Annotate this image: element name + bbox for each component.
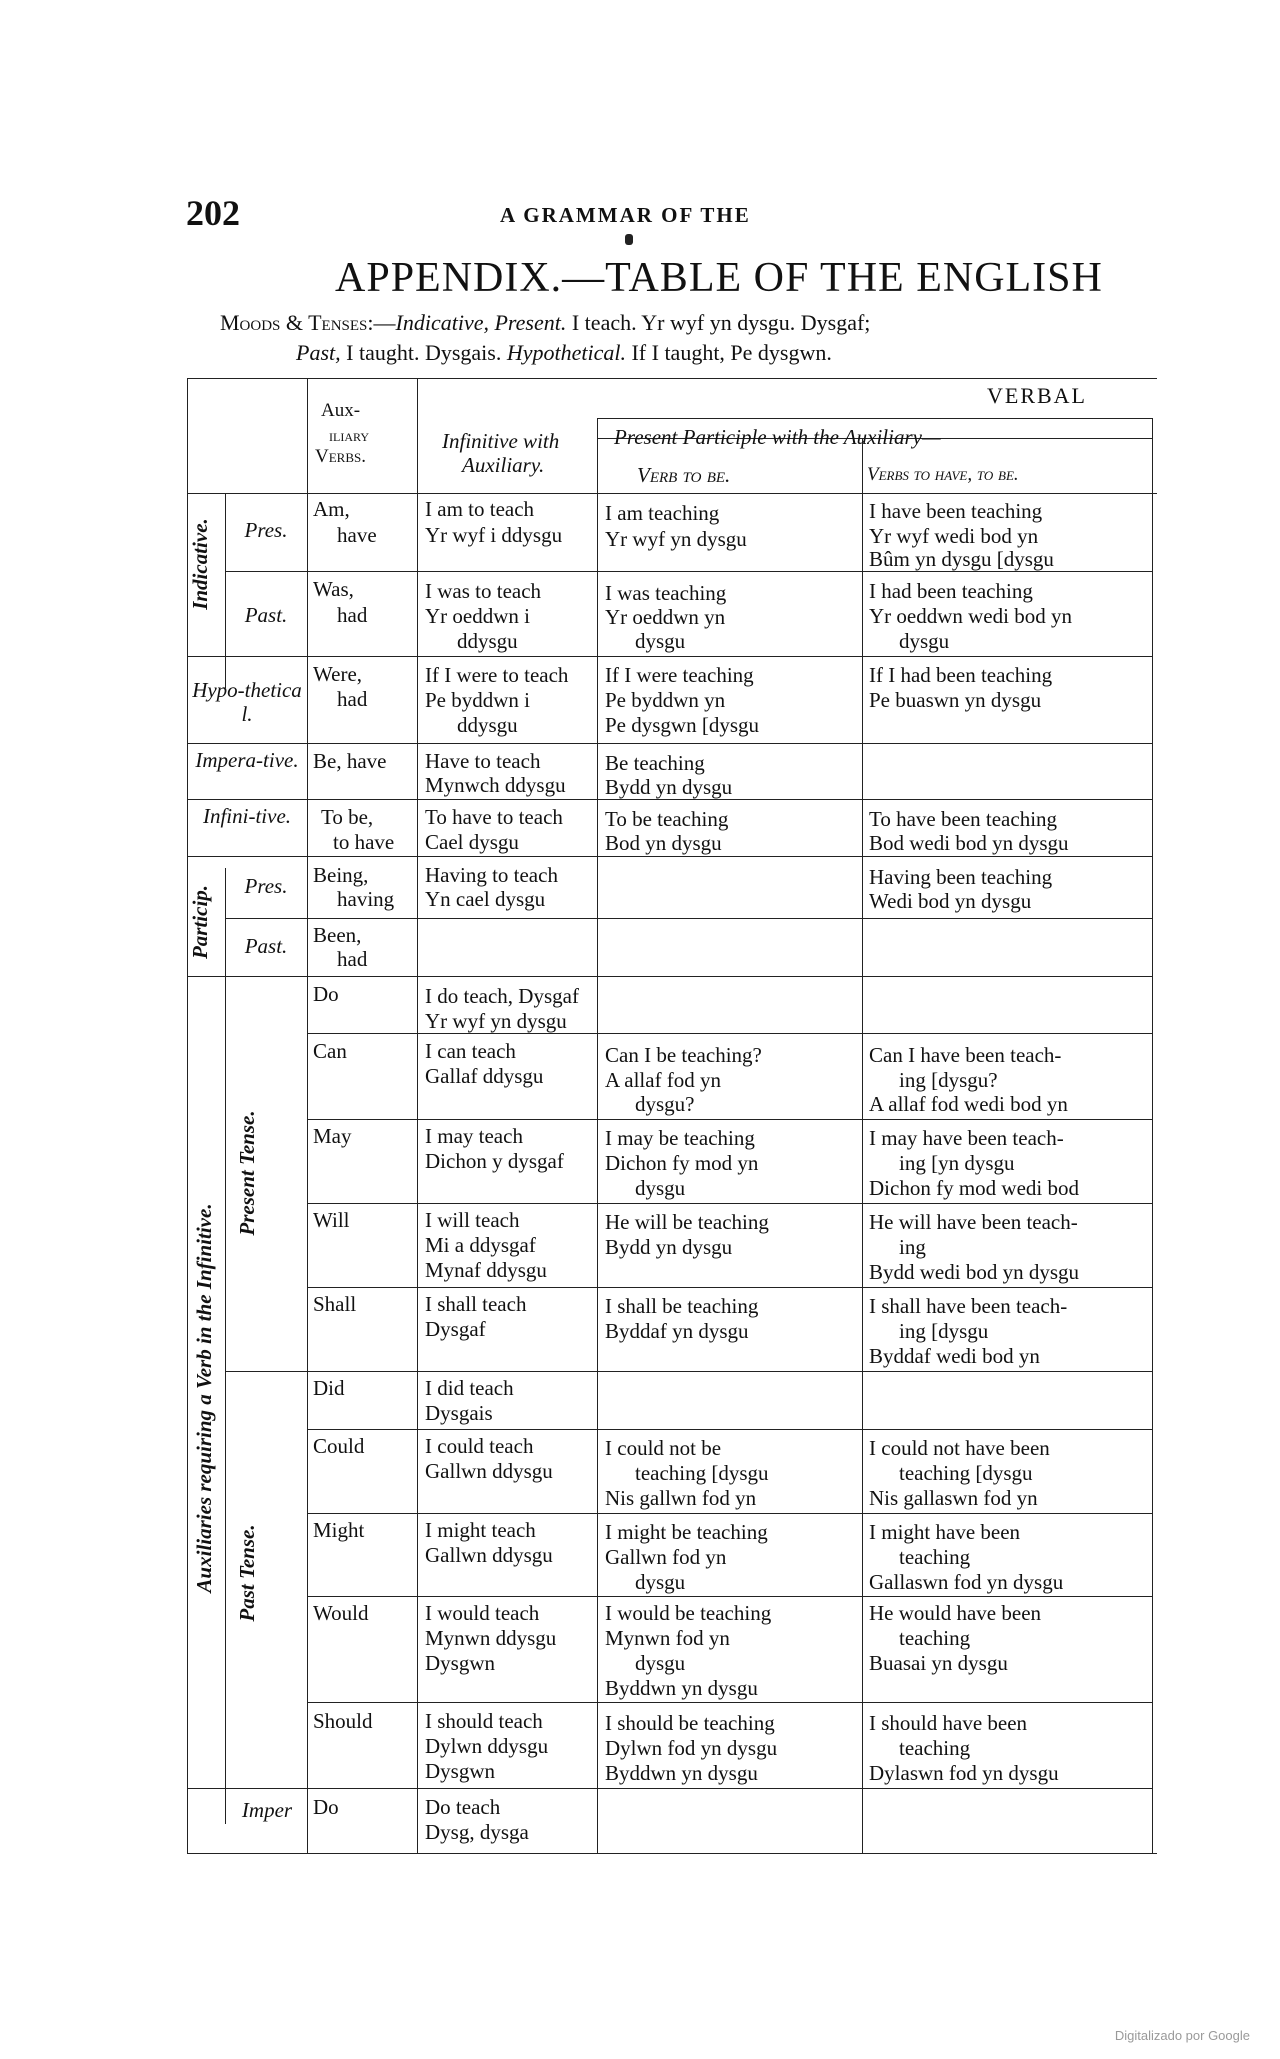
aux-cell: had — [337, 603, 368, 627]
col-sep-participle — [225, 868, 226, 978]
rule-row — [187, 856, 1152, 857]
infinitive-cell: Do teach — [425, 1795, 501, 1819]
to-have-cell: I might have been — [869, 1520, 1021, 1544]
rule-row — [225, 918, 1152, 919]
aux-cell: Could — [313, 1434, 365, 1458]
to-be-cell: Gallwn fod yn — [605, 1545, 727, 1569]
rule-row — [307, 1429, 1152, 1430]
to-have-cell: He will have been teach- — [869, 1210, 1078, 1234]
to-be-cell: Bydd yn dysgu — [605, 1235, 733, 1259]
to-have-cell: teaching [dysgu — [899, 1461, 1033, 1485]
verb-table — [187, 378, 1157, 1858]
to-have-cell: He would have been — [869, 1601, 1042, 1625]
row-label-participle-past: Past. — [244, 934, 288, 958]
to-have-cell: teaching — [899, 1626, 971, 1650]
to-be-cell: Yr oeddwn yn — [605, 605, 726, 629]
to-be-cell: dysgu — [635, 1176, 686, 1200]
to-have-cell: I could not have been — [869, 1436, 1050, 1460]
header-infinitive-1: Infinitive with — [442, 429, 560, 453]
label-indicative: Indicative. — [188, 518, 212, 610]
to-be-cell: Byddaf yn dysgu — [605, 1319, 749, 1343]
page-number: 202 — [186, 193, 240, 233]
to-have-cell: To have been teaching — [869, 807, 1058, 831]
to-have-cell: Yr oeddwn wedi bod yn — [869, 604, 1072, 628]
infinitive-cell: Gallaf ddysgu — [425, 1064, 544, 1088]
to-have-cell: Bûm yn dysgu [dysgu — [869, 547, 1054, 571]
to-be-cell: He will be teaching — [605, 1210, 769, 1234]
infinitive-cell: Mi a ddysgaf — [425, 1233, 536, 1257]
to-be-cell: Dylwn fod yn dysgu — [605, 1736, 778, 1760]
infinitive-cell: Have to teach — [425, 749, 541, 773]
to-be-cell: teaching [dysgu — [635, 1461, 769, 1485]
rule-header-bottom — [187, 493, 1157, 494]
to-have-cell: ing [dysgu? — [899, 1068, 998, 1092]
aux-cell: Do — [313, 982, 339, 1006]
to-be-cell: Bydd yn dysgu — [605, 775, 733, 799]
rule-row — [187, 743, 1152, 744]
to-have-cell: teaching — [899, 1736, 971, 1760]
aux-cell: had — [337, 687, 368, 711]
subtitle-past: Past, — [296, 340, 341, 365]
to-have-cell: ing [dysgu — [899, 1319, 989, 1343]
rule-row — [307, 1119, 1152, 1120]
aux-cell: Were, — [313, 662, 363, 686]
infinitive-cell: Cael dysgu — [425, 830, 519, 854]
row-label-imperative: Impera-tive. — [195, 748, 299, 772]
aux-cell: had — [337, 947, 368, 971]
infinitive-cell: Gallwn ddysgu — [425, 1543, 553, 1567]
to-have-cell: I have been teaching — [869, 499, 1043, 523]
label-participle: Particip. — [188, 884, 212, 960]
row-label-participle-pres: Pres. — [244, 874, 288, 898]
rule-top — [187, 378, 1157, 379]
infinitive-cell: Dysgwn — [425, 1651, 496, 1675]
to-have-cell: Having been teaching — [869, 865, 1053, 889]
infinitive-cell: Yr oeddwn i — [425, 604, 530, 628]
to-be-cell: dysgu? — [635, 1092, 695, 1116]
header-aux-1: Aux- — [321, 400, 361, 421]
infinitive-cell: I would teach — [425, 1601, 540, 1625]
infinitive-cell: Dysgwn — [425, 1759, 496, 1783]
aux-cell: Being, — [313, 863, 369, 887]
infinitive-cell: I will teach — [425, 1208, 520, 1232]
to-be-cell: I would be teaching — [605, 1601, 772, 1625]
aux-cell: May — [313, 1124, 352, 1148]
row-label-imper: Imper — [241, 1798, 293, 1822]
to-be-cell: Byddwn yn dysgu — [605, 1676, 758, 1700]
page-title: APPENDIX.—TABLE OF THE ENGLISH — [335, 255, 1103, 301]
infinitive-cell: I am to teach — [425, 497, 535, 521]
to-have-cell: Pe buaswn yn dysgu — [869, 688, 1042, 712]
infinitive-cell: I was to teach — [425, 579, 542, 603]
to-have-cell: Bydd wedi bod yn dysgu — [869, 1260, 1079, 1284]
subtitle-hypothetical: Hypothetical. — [506, 340, 626, 365]
rule-row — [307, 1513, 1152, 1514]
subtitle-indicative: Indicative, Present. — [395, 310, 567, 335]
aux-cell: Did — [313, 1376, 345, 1400]
infinitive-cell: I can teach — [425, 1039, 516, 1063]
infinitive-cell: Having to teach — [425, 863, 558, 887]
infinitive-cell: ddysgu — [457, 629, 518, 653]
header-verbs-to-have: Verbs to have, to be. — [867, 464, 1019, 485]
subtitle-example-1: I teach. Yr wyf yn dysgu. Dysgaf; — [566, 310, 871, 335]
col-sep-have — [862, 438, 863, 1853]
to-have-cell: ing [yn dysgu — [899, 1151, 1015, 1175]
to-have-cell: If I had been teaching — [869, 663, 1053, 687]
infinitive-cell: If I were to teach — [425, 663, 569, 687]
header-present-participle: Present Participle with the Auxiliary— — [614, 425, 941, 449]
to-be-cell: Nis gallwn fod yn — [605, 1486, 757, 1510]
header-verb-to-be: Verb to be. — [637, 463, 731, 487]
to-have-cell: teaching — [899, 1545, 971, 1569]
to-be-cell: I shall be teaching — [605, 1294, 759, 1318]
ornament-dot — [625, 234, 633, 245]
infinitive-cell: I might teach — [425, 1518, 536, 1542]
to-have-cell: I may have been teach- — [869, 1126, 1064, 1150]
rule-bottom — [187, 1853, 1157, 1854]
rule-row — [307, 1702, 1152, 1703]
to-be-cell: dysgu — [635, 629, 686, 653]
to-be-cell: Mynwn fod yn — [605, 1626, 730, 1650]
infinitive-cell: Yn cael dysgu — [425, 887, 546, 911]
aux-cell: have — [337, 523, 377, 547]
label-past-tense: Past Tense. — [235, 1524, 259, 1622]
col-sep-be — [597, 418, 598, 1853]
aux-cell: Shall — [313, 1292, 357, 1316]
label-auxiliaries: Auxiliaries requiring a Verb in the Infinitive. — [192, 1203, 216, 1593]
row-label-infinitive: Infini-tive. — [202, 804, 292, 828]
to-have-cell: Yr wyf wedi bod yn — [869, 524, 1039, 548]
to-have-cell: Can I have been teach- — [869, 1043, 1062, 1067]
header-aux-3: Verbs. — [315, 446, 366, 467]
infinitive-cell: Mynaf ddysgu — [425, 1258, 547, 1282]
infinitive-cell: Pe byddwn i — [425, 688, 530, 712]
to-have-cell: dysgu — [899, 629, 950, 653]
aux-cell: Was, — [313, 577, 354, 601]
to-have-cell: A allaf fod wedi bod yn — [869, 1092, 1068, 1116]
aux-cell: Am, — [313, 497, 350, 521]
to-be-cell: Yr wyf yn dysgu — [605, 527, 747, 551]
to-have-cell: Dylaswn fod yn dysgu — [869, 1761, 1059, 1785]
rule-row — [307, 1203, 1152, 1204]
aux-cell: Will — [313, 1208, 350, 1232]
infinitive-cell: Dichon y dysgaf — [425, 1149, 564, 1173]
aux-cell: Be, have — [313, 749, 387, 773]
to-be-cell: Can I be teaching? — [605, 1043, 762, 1067]
to-be-cell: dysgu — [635, 1651, 686, 1675]
to-have-cell: ing — [899, 1235, 926, 1259]
to-have-cell: Wedi bod yn dysgu — [869, 889, 1032, 913]
to-be-cell: I could not be — [605, 1436, 722, 1460]
infinitive-cell: I shall teach — [425, 1292, 527, 1316]
infinitive-cell: I did teach — [425, 1376, 514, 1400]
infinitive-cell: Dysg, dysga — [425, 1820, 529, 1844]
col-sep-inf — [417, 378, 418, 1853]
to-have-cell: I should have been — [869, 1711, 1028, 1735]
subtitle-moods-label: Moods & Tenses:— — [220, 310, 396, 335]
to-be-cell: Be teaching — [605, 751, 705, 775]
to-be-cell: Byddwn yn dysgu — [605, 1761, 758, 1785]
subtitle-example-3: If I taught, Pe dysgwn. — [625, 340, 832, 365]
infinitive-cell: Yr wyf i ddysgu — [425, 523, 563, 547]
to-be-cell: Pe dysgwn [dysgu — [605, 713, 760, 737]
col-sep-right — [1152, 418, 1153, 1853]
to-have-cell: Nis gallaswn fod yn — [869, 1486, 1038, 1510]
aux-cell: Do — [313, 1795, 339, 1819]
to-be-cell: I was teaching — [605, 581, 727, 605]
to-be-cell: dysgu — [635, 1570, 686, 1594]
to-be-cell: A allaf fod yn — [605, 1068, 722, 1092]
row-label-pres: Pres. — [244, 518, 288, 542]
rule-row — [187, 976, 1152, 977]
to-be-cell: Pe byddwn yn — [605, 688, 726, 712]
subtitle-example-2: I taught. Dysgais. — [340, 340, 507, 365]
col-sep-aux — [307, 378, 308, 1853]
infinitive-cell: I may teach — [425, 1124, 523, 1148]
infinitive-cell: Dysgais — [425, 1401, 493, 1425]
infinitive-cell: Gallwn ddysgu — [425, 1459, 553, 1483]
to-have-cell: Dichon fy mod wedi bod — [869, 1176, 1079, 1200]
to-have-cell: I shall have been teach- — [869, 1294, 1068, 1318]
aux-cell: having — [337, 887, 395, 911]
to-have-cell: I had been teaching — [869, 579, 1033, 603]
infinitive-cell: Yr wyf yn dysgu — [425, 1009, 567, 1033]
infinitive-cell: Mynwn ddysgu — [425, 1626, 557, 1650]
header-infinitive-2: Auxiliary. — [462, 453, 545, 477]
col-sep-tense — [225, 976, 226, 1824]
to-have-cell: Buasai yn dysgu — [869, 1651, 1008, 1675]
to-be-cell: Bod yn dysgu — [605, 831, 722, 855]
aux-cell: Can — [313, 1039, 347, 1063]
subtitle-line-1 — [220, 310, 870, 336]
to-have-cell: Gallaswn fod yn dysgu — [869, 1570, 1064, 1594]
to-be-cell: I may be teaching — [605, 1126, 755, 1150]
infinitive-cell: I do teach, Dysgaf — [425, 984, 579, 1008]
rule-row — [187, 1788, 1152, 1789]
aux-cell: Would — [313, 1601, 369, 1625]
header-aux-2: iliary — [329, 426, 369, 445]
col-sep-indicative — [225, 493, 226, 688]
to-be-cell: I am teaching — [605, 501, 720, 525]
rule-row — [307, 1596, 1152, 1597]
to-have-cell: Bod wedi bod yn dysgu — [869, 831, 1069, 855]
to-have-cell: Byddaf wedi bod yn — [869, 1344, 1040, 1368]
infinitive-cell: Dylwn ddysgu — [425, 1734, 549, 1758]
to-be-cell: Dichon fy mod yn — [605, 1151, 759, 1175]
rule-row — [187, 656, 1152, 657]
infinitive-cell: Mynwch ddysgu — [425, 773, 566, 797]
row-label-past: Past. — [244, 603, 288, 627]
aux-cell: Might — [313, 1518, 365, 1542]
aux-cell: Been, — [313, 923, 362, 947]
running-head: A GRAMMAR OF THE — [500, 203, 751, 227]
to-be-cell: I should be teaching — [605, 1711, 775, 1735]
to-be-cell: To be teaching — [605, 807, 729, 831]
digitization-credit: Digitalizado por Google — [1114, 2028, 1250, 2043]
aux-cell: Should — [313, 1709, 373, 1733]
aux-cell: to have — [333, 830, 395, 854]
infinitive-cell: ddysgu — [457, 713, 518, 737]
infinitive-cell: I could teach — [425, 1434, 534, 1458]
row-label-hypothetical: Hypo-thetical. — [192, 678, 302, 726]
to-be-cell: I might be teaching — [605, 1520, 768, 1544]
header-verbal: VERBAL — [987, 383, 1087, 408]
rule-verbal — [597, 418, 1152, 419]
rule-row — [225, 1371, 1152, 1372]
infinitive-cell: I should teach — [425, 1709, 543, 1733]
infinitive-cell: Dysgaf — [425, 1317, 486, 1341]
label-present-tense: Present Tense. — [235, 1110, 259, 1236]
rule-row — [307, 1287, 1152, 1288]
infinitive-cell: To have to teach — [425, 805, 563, 829]
subtitle-line-2 — [296, 340, 832, 366]
to-be-cell: If I were teaching — [605, 663, 754, 687]
aux-cell: To be, — [321, 805, 374, 829]
